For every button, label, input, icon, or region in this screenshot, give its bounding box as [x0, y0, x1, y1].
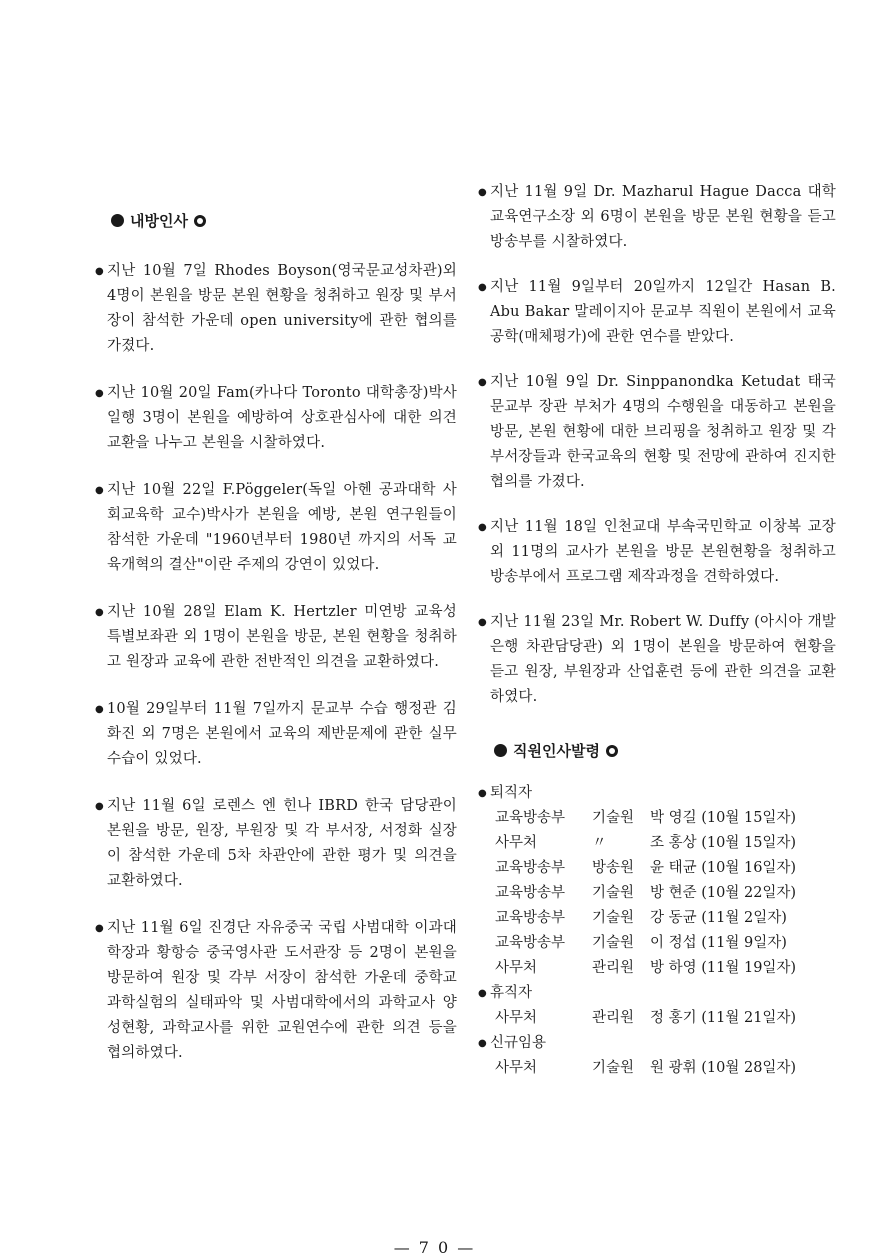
staff-entry: 방 하영 (11월 19일자)	[650, 960, 797, 976]
staff-entry: 방 현준 (10월 22일자)	[650, 885, 797, 901]
list-item	[478, 370, 836, 495]
staff-entry: 원 광휘 (10월 28일자)	[650, 1060, 797, 1076]
bullet-icon: ●	[95, 607, 104, 618]
list-item-text: 지난 11월 6일 로렌스 엔 힌나 IBRD 한국 담당관이 본원을 방문, 원장, 부원장 및 각 부서장, 서정화 실장이 참석한 가운데 5차 차관안에 관한 평가 및 의견을 교환하였다.	[107, 798, 457, 889]
list-item-text: 지난 11월 23일 Mr. Robert W. Duffy (아시아 개발은행 차관담당관) 외 1명이 본원을 방문하여 현황을 듣고 원장, 부원장과 산업훈련 등에 관한 의견을 교환 하였다.	[490, 614, 836, 705]
visitors-title-text: 내방인사	[130, 212, 188, 230]
list-item	[95, 259, 457, 359]
list-item-text: 지난 11월 9일부터 20일까지 12일간 Hasan B. Abu Bakar 말레이지아 문교부 직원이 본원에서 교육공학(매체평가)에 관한 연수를 받았다.	[490, 279, 836, 345]
staff-entry: 박 영길 (10월 15일자)	[650, 810, 797, 826]
staff-rank: 기술원	[592, 1060, 635, 1076]
list-item-text: 지난 10월 9일 Dr. Sinppanondka Ketudat 태국 문교부 장관 부처가 4명의 수행원을 대동하고 본원을 방문, 본원 현황에 대한 브리핑을 청취하고 원장 및 각 부서장들과 한국교육의 현황 및 전망에 관하여 진지한 협의를 가졌다.	[490, 374, 836, 490]
right-column	[478, 180, 836, 1081]
bullet-icon: ●	[478, 187, 487, 198]
staff-appointments	[478, 781, 836, 1081]
staff-entry: 정 홍기 (11월 21일자)	[650, 1010, 797, 1026]
ring-circle-icon	[194, 215, 206, 227]
staff-group-heading	[478, 981, 836, 1006]
staff-entry: 조 홍상 (10월 15일자)	[650, 835, 797, 851]
staff-dept: 사무처	[495, 835, 538, 851]
staff-dept: 교육방송부	[495, 860, 566, 876]
left-column	[95, 210, 457, 1088]
staff-group-label: 퇴직자	[490, 785, 533, 801]
staff-rank: 방송원	[592, 860, 635, 876]
staff-dept: 교육방송부	[495, 885, 566, 901]
list-item-text: 지난 11월 9일 Dr. Mazharul Hague Dacca 대학교육연구소장 외 6명이 본원을 방문 본원 현황을 듣고 방송부를 시찰하였다.	[490, 184, 836, 250]
staff-entry: 이 정섭 (11월 9일자)	[650, 935, 787, 951]
staff-entry: 윤 태균 (10월 16일자)	[650, 860, 797, 876]
page-number: — 7 0 —	[393, 1238, 476, 1257]
list-item	[95, 600, 457, 675]
bullet-icon: ●	[478, 522, 487, 533]
list-item	[95, 916, 457, 1066]
staff-row	[478, 1006, 836, 1031]
visitors-list-continued	[478, 180, 836, 710]
staff-entry: 강 동균 (11월 2일자)	[650, 910, 787, 926]
bullet-icon: ●	[95, 388, 104, 399]
list-item	[95, 381, 457, 456]
bullet-icon: ●	[95, 801, 104, 812]
list-item	[95, 478, 457, 578]
list-item-text: 지난 10월 20일 Fam(카나다 Toronto 대학총장)박사 일행 3명이 본원을 예방하여 상호관심사에 대한 의견 교환을 나누고 본원을 시찰하였다.	[107, 385, 457, 451]
staff-rank: 관리원	[592, 960, 635, 976]
list-item-text: 지난 10월 7일 Rhodes Boyson(영국문교성차관)외 4명이 본원을 방문 본원 현황을 청취하고 원장 및 부서장이 참석한 가운데 open university에 관한 협의를 가졌다.	[107, 263, 457, 354]
list-item	[478, 180, 836, 255]
list-item-text: 지난 10월 22일 F.Pöggeler(독일 아헨 공과대학 사회교육학 교수)박사가 본원을 예방, 본원 연구원들이 참석한 가운데 "1960년부터 1980년 까지의 서독 교육개혁의 결산"이란 주제의 강연이 있었다.	[107, 482, 457, 573]
staff-group-heading	[478, 781, 836, 806]
staff-group-label: 신규임용	[490, 1035, 547, 1051]
staff-rank: 기술원	[592, 910, 635, 926]
staff-row	[478, 956, 836, 981]
staff-dept: 사무처	[495, 1010, 538, 1026]
staff-rank: 기술원	[592, 810, 635, 826]
staff-group-heading	[478, 1031, 836, 1056]
bullet-icon: ●	[478, 988, 487, 999]
list-item-text: 지난 10월 28일 Elam K. Hertzler 미연방 교육성 특별보좌관 외 1명이 본원을 방문, 본원 현황을 청취하고 원장과 교육에 관한 전반적인 의견을 교환하였다.	[107, 604, 457, 670]
staff-dept: 사무처	[495, 960, 538, 976]
list-item	[478, 610, 836, 710]
staff-row	[478, 906, 836, 931]
bullet-icon: ●	[478, 377, 487, 388]
bullet-icon: ●	[478, 1038, 487, 1049]
staff-section-title	[494, 740, 836, 761]
bullet-icon: ●	[478, 788, 487, 799]
staff-row	[478, 881, 836, 906]
staff-row	[478, 1056, 836, 1081]
bullet-icon: ●	[95, 266, 104, 277]
list-item	[95, 697, 457, 772]
ring-circle-icon	[606, 745, 618, 757]
staff-dept: 교육방송부	[495, 910, 566, 926]
staff-title-text: 직원인사발령	[513, 742, 600, 760]
list-item-text: 지난 11월 18일 인천교대 부속국민학교 이창복 교장 외 11명의 교사가 본원을 방문 본원현황을 청취하고 방송부에서 프로그램 제작과정을 견학하였다.	[490, 519, 836, 585]
staff-rank: 관리원	[592, 1010, 635, 1026]
staff-dept: 사무처	[495, 1060, 538, 1076]
list-item-text: 10월 29일부터 11월 7일까지 문교부 수습 행정관 김 화진 외 7명은 본원에서 교육의 제반문제에 관한 실무수습이 있었다.	[107, 701, 457, 767]
list-item	[478, 275, 836, 350]
filled-circle-icon	[111, 214, 124, 227]
staff-rank: 기술원	[592, 885, 635, 901]
list-item	[478, 515, 836, 590]
staff-rank: 〃	[592, 835, 607, 851]
bullet-icon: ●	[95, 704, 104, 715]
staff-row	[478, 931, 836, 956]
staff-group-label: 휴직자	[490, 985, 533, 1001]
bullet-icon: ●	[478, 617, 487, 628]
staff-row	[478, 856, 836, 881]
visitors-section-title	[111, 210, 457, 231]
staff-row	[478, 806, 836, 831]
staff-dept: 교육방송부	[495, 935, 566, 951]
bullet-icon: ●	[478, 282, 487, 293]
staff-dept: 교육방송부	[495, 810, 566, 826]
bullet-icon: ●	[95, 923, 104, 934]
list-item	[95, 794, 457, 894]
staff-rank: 기술원	[592, 935, 635, 951]
list-item-text: 지난 11월 6일 진경단 자유중국 국립 사범대학 이과대학장과 황항승 중국영사관 도서관장 등 2명이 본원을 방문하여 원장 및 각부 서장이 참석한 가운데 중학교 과학실험의 실태파악 및 사범대학에서의 과학교사 양성현황, 과학교사를 위한 교원연수에 관한 의견 등을 협의하였다.	[107, 920, 457, 1061]
bullet-icon: ●	[95, 485, 104, 496]
staff-row	[478, 831, 836, 856]
visitors-list	[95, 259, 457, 1066]
filled-circle-icon	[494, 744, 507, 757]
